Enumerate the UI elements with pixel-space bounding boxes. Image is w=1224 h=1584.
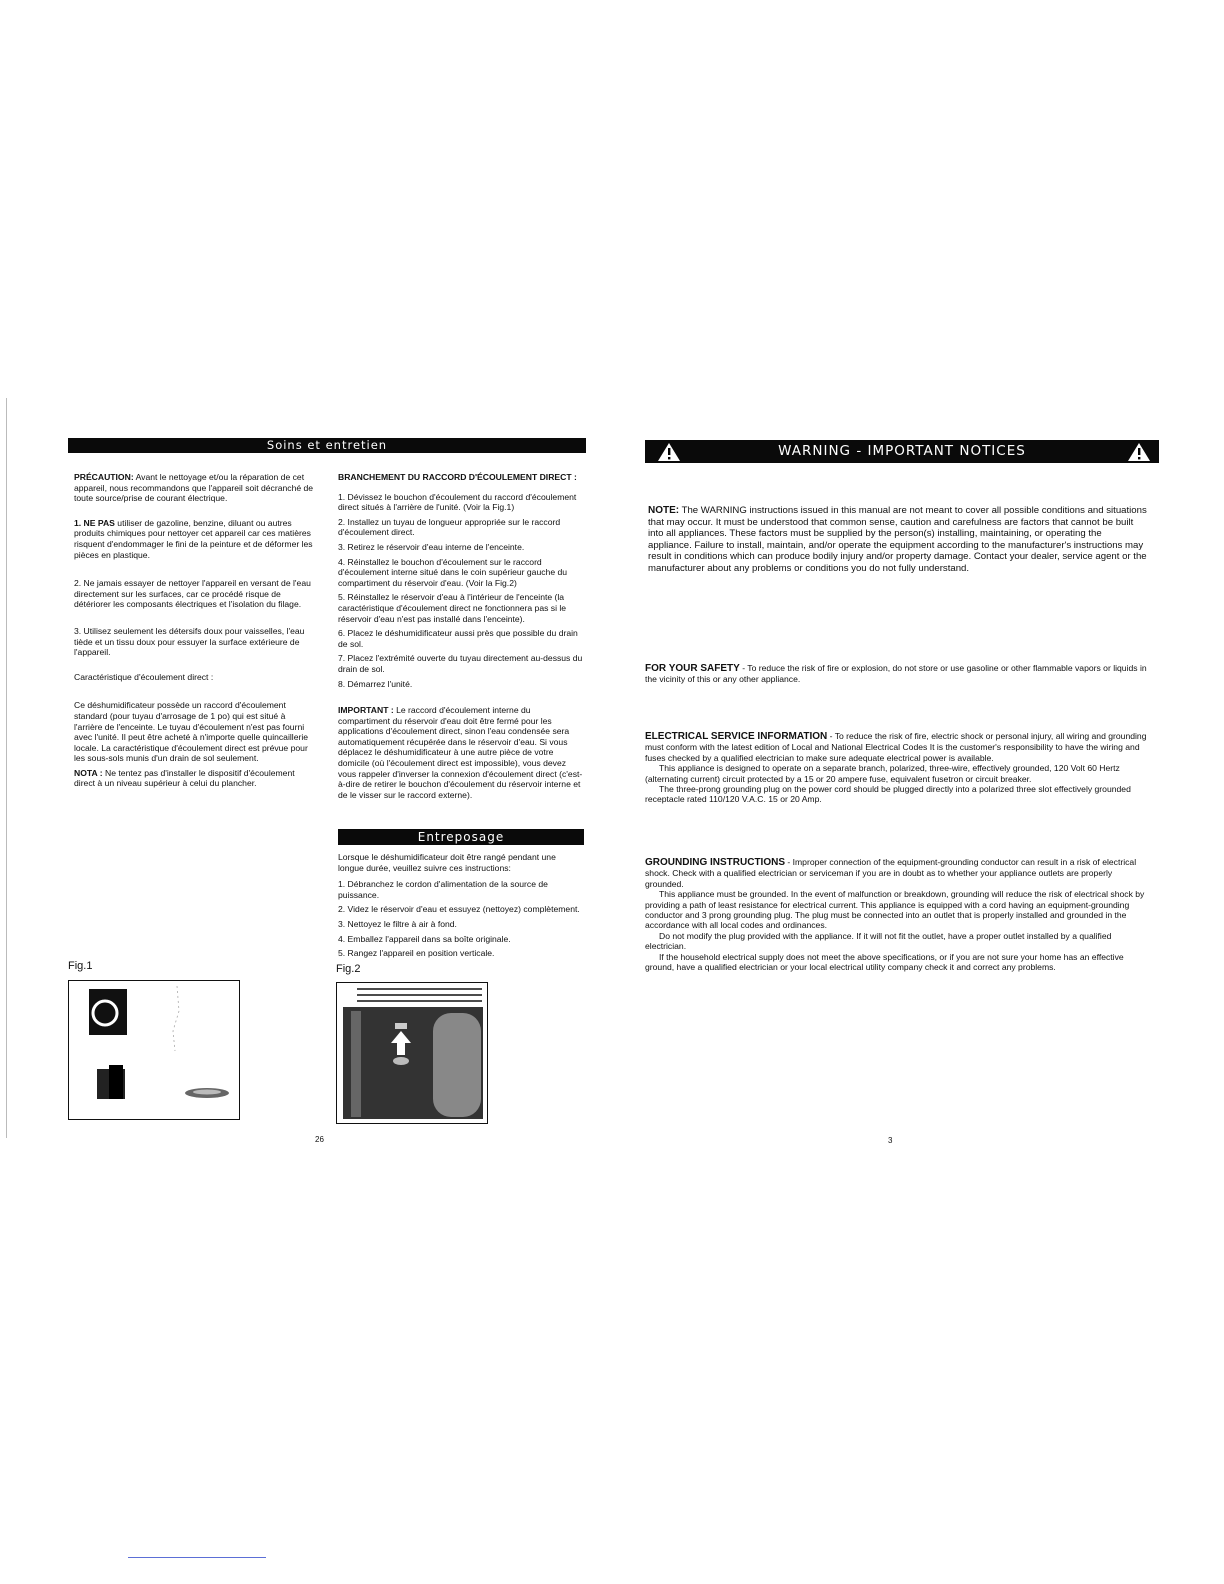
direct-drain-title: BRANCHEMENT DU RACCORD D'ÉCOULEMENT DIRECT :: [338, 472, 577, 482]
safety-label: FOR YOUR SAFETY: [645, 663, 740, 674]
drain-step-4: 4. Réinstallez le bouchon d'écoulement sur le raccord d'écoulement interne situé dans le coin supérieur gauche du compartiment du réservoir d'eau. (Voir la Fig.2): [338, 556, 568, 588]
electrical-paragraph-2: This appliance is designed to operate on a separate branch, polarized, three-wire, effectively grounded, 120 Volt 60 Hertz (alternating current) circuit protected by a 15 or 20 ampere fuse, equivalent fusetron or circuit breaker.: [645, 763, 1120, 784]
storage-section: [338, 852, 584, 963]
safety-text: - To reduce the risk of fire or explosion, do not store or use gasoline or other flammable vapors or liquids in the vicinity of this or any other appliance.: [645, 663, 1147, 685]
important-paragraph: [338, 705, 584, 800]
precaution-label: PRÉCAUTION:: [74, 472, 134, 482]
note-section: [648, 505, 1148, 575]
drain-plug-icon: [393, 1057, 409, 1065]
safety-paragraph: [645, 663, 1150, 685]
cleaning-item-1-text: utiliser de gazoline, benzine, diluant ou autres produits chimiques pour nettoyer cet appareil car ces matières risquent d'endommager le fini de la peinture et de déformer les pièces en plastique.: [74, 517, 313, 560]
precaution-paragraph: [74, 472, 314, 504]
warning-triangle-icon: [657, 442, 681, 462]
warning-triangle-icon-right: [1127, 442, 1151, 462]
cleaning-item-2: 2. Ne jamais essayer de nettoyer l'appareil en versant de l'eau directement sur les surfaces, car ce procédé risque de détériorer les composants électriques et l'isolation du filage.: [74, 578, 311, 610]
note-paragraph: [648, 505, 1148, 575]
nota-paragraph: [74, 768, 314, 789]
storage-step-3: 3. Nettoyez le filtre à air à fond.: [338, 918, 457, 929]
grounding-section: [645, 857, 1150, 972]
scan-bottom-line: [128, 1557, 266, 1558]
drain-step-5: 5. Réinstallez le réservoir d'eau à l'intérieur de l'enceinte (la caractéristique d'écoulement direct ne fonctionnera pas si le réservoir d'eau n'est pas installé dans l'enceinte).: [338, 592, 567, 624]
fig2-label: Fig.2: [336, 963, 361, 975]
grounding-paragraph-4: If the household electrical supply does not meet the above specifications, or if you are not sure your home has an effective ground, have a qualified electrician or your local electrical utility company check it and correct any problems.: [645, 951, 1124, 973]
grounding-paragraph-3: Do not modify the plug provided with the appliance. If it will not fit the outlet, have a proper outlet installed by a qualified electrician.: [645, 930, 1112, 952]
storage-intro: Lorsque le déshumidificateur doit être rangé pendant une longue durée, veuillez suivre ces instructions:: [338, 852, 556, 873]
tank-interior: [433, 1013, 481, 1117]
drain-feature-text: Ce déshumidificateur possède un raccord d'écoulement standard (pour tuyau d'arrosage de 1 po) qui est situé à l'arrière de l'enceinte. Le tuyau d'écoulement n'est pas fourni avec l'unité. Il peut être acheté à n'importe quelle quincaillerie locale. La caractéristique d'écoulement direct est prévue pour les sous-sols munis d'un drain de sol seulement.: [74, 700, 309, 764]
electrical-paragraph-1: [645, 731, 1150, 763]
precaution-text: Avant le nettoyage et/ou la réparation de cet appareil, nous recommandons que l'appareil soit décranché de toute source/prise de courant électrique.: [74, 472, 314, 504]
storage-step-1: 1. Débranchez le cordon d'alimentation de la source de puissance.: [338, 879, 548, 900]
fig2-drawing: [337, 983, 487, 1123]
nota-text: Ne tentez pas d'installer le dispositif d'écoulement direct à un niveau supérieur à celui du plancher.: [74, 767, 295, 789]
warning-header-text: WARNING - IMPORTANT NOTICES: [778, 443, 1026, 459]
drain-feature-title: Caractéristique d'écoulement direct :: [74, 671, 214, 682]
section-header-soins: [68, 438, 586, 453]
drain-fitting-shape: [89, 989, 127, 1035]
compartment-wall: [351, 1011, 361, 1117]
section-header-soins-text: Soins et entretien: [266, 438, 388, 452]
grounding-text: - Improper connection of the equipment-grounding conductor can result in a risk of electrical shock. Check with a qualified electrician or serviceman if you are in doubt as to whether your appliance outlets are properly grounded.: [645, 857, 1137, 889]
electrical-text: - To reduce the risk of fire, electric shock or personal injury, all wiring and grounding must conform with the latest edition of Local and National Electrical Codes It is the customer's responsibility to have the wiring and fuses checked by a qualified electrician to make sure adequate electrical power is available.: [645, 731, 1147, 763]
drain-step-2: 2. Installez un tuyau de longueur appropriée sur le raccord d'écoulement direct.: [338, 516, 561, 538]
left-column-2: [338, 472, 584, 809]
note-label: NOTE:: [648, 505, 680, 516]
cleaning-item-1-label: 1. NE PAS: [74, 517, 115, 528]
scan-left-edge-line: [6, 398, 7, 1138]
section-header-entreposage-text: Entreposage: [417, 830, 505, 844]
drain-step-3: 3. Retirez le réservoir d'eau interne de l'enceinte.: [338, 541, 525, 552]
note-text: The WARNING instructions issued in this manual are not meant to cover all possible conditions and situations that may occur. It must be understood that common sense, caution and carefulness are factors that cannot be built into all appliances. These factors must be supplied by the person(s) installing, maintaining, or operating the appliance. Failure to install, maintain, and/or operate the equipment according to the manufacturer's instructions may result in conditions which can produce bodily injury and/or property damage. Contact your dealer, service agent or the manufacturer about any problems or conditions you do not fully understand.: [648, 505, 1147, 574]
electrical-label: ELECTRICAL SERVICE INFORMATION: [645, 731, 828, 742]
fig2-image: [336, 982, 488, 1124]
storage-step-5: 5. Rangez l'appareil en position verticale.: [338, 948, 495, 959]
grounding-label: GROUNDING INSTRUCTIONS: [645, 857, 785, 868]
fig1-label: Fig.1: [68, 960, 93, 972]
drain-step-6: 6. Placez le déshumidificateur aussi près que possible du drain de sol.: [338, 628, 578, 649]
important-text: Le raccord d'écoulement interne du compartiment du réservoir d'eau doit être fermé pour les applications d'écoulement direct, sinon l'eau condensée sera automatiquement récupérée dans le réservoir d'eau. Si vous déplacez le déshumidificateur à une autre pièce de votre domicile (où l'écoulement direct est impossible), vous devez vous rappeler d'inverser la connexion d'écoulement direct (c'est-à-dire de retirer le bouchon d'écoulement du réservoir interne et de le visser sur le raccord externe).: [338, 705, 583, 800]
drain-cap-shadow: [109, 1065, 123, 1099]
important-label: IMPORTANT :: [338, 705, 394, 716]
hose-dashed-line: [173, 986, 179, 1051]
drain-outlet: [395, 1023, 407, 1029]
section-header-entreposage: [338, 829, 584, 845]
drain-step-8: 8. Démarrez l'unité.: [338, 678, 413, 689]
cleaning-item-3: 3. Utilisez seulement les détersifs doux pour vaisselles, l'eau tiède et un tissu doux pour essuyer la surface extérieure de l'appareil.: [74, 625, 305, 658]
storage-step-4: 4. Emballez l'appareil dans sa boîte originale.: [338, 933, 511, 944]
fig1-image: [68, 980, 240, 1120]
warning-header: [645, 440, 1159, 463]
page-number-right: 3: [888, 1136, 893, 1145]
storage-step-2: 2. Videz le réservoir d'eau et essuyez (nettoyez) complètement.: [338, 904, 580, 915]
safety-section: [645, 663, 1150, 685]
washer-hole: [193, 1090, 221, 1095]
grounding-paragraph-1: [645, 857, 1150, 889]
fig1-drawing: [69, 981, 239, 1119]
drain-step-1: 1. Dévissez le bouchon d'écoulement du raccord d'écoulement direct situés à l'arrière de l'unité. (Voir la Fig.1): [338, 491, 577, 513]
grounding-paragraph-2: This appliance must be grounded. In the event of malfunction or breakdown, grounding will reduce the risk of electrical shock by providing a path of least resistance for electrical current. This appliance is equipped with a cord having an equipment-grounding conductor and 3 prong grounding plug. The plug must be connected into an outlet that is properly installed and grounded in the accordance with all local codes and ordinances.: [645, 889, 1145, 931]
electrical-section: [645, 731, 1150, 805]
page-number-left: 26: [315, 1135, 324, 1144]
drain-step-7: 7. Placez l'extrémité ouverte du tuyau directement au-dessus du drain de sol.: [338, 653, 583, 674]
left-column-1: [74, 472, 314, 798]
nota-label: NOTA :: [74, 767, 103, 778]
cleaning-item-1: [74, 518, 314, 560]
electrical-paragraph-3: The three-prong grounding plug on the power cord should be plugged directly into a polarized three slot effectively grounded receptacle rated 110/120 V.A.C. 15 or 20 Amp.: [645, 784, 1131, 805]
